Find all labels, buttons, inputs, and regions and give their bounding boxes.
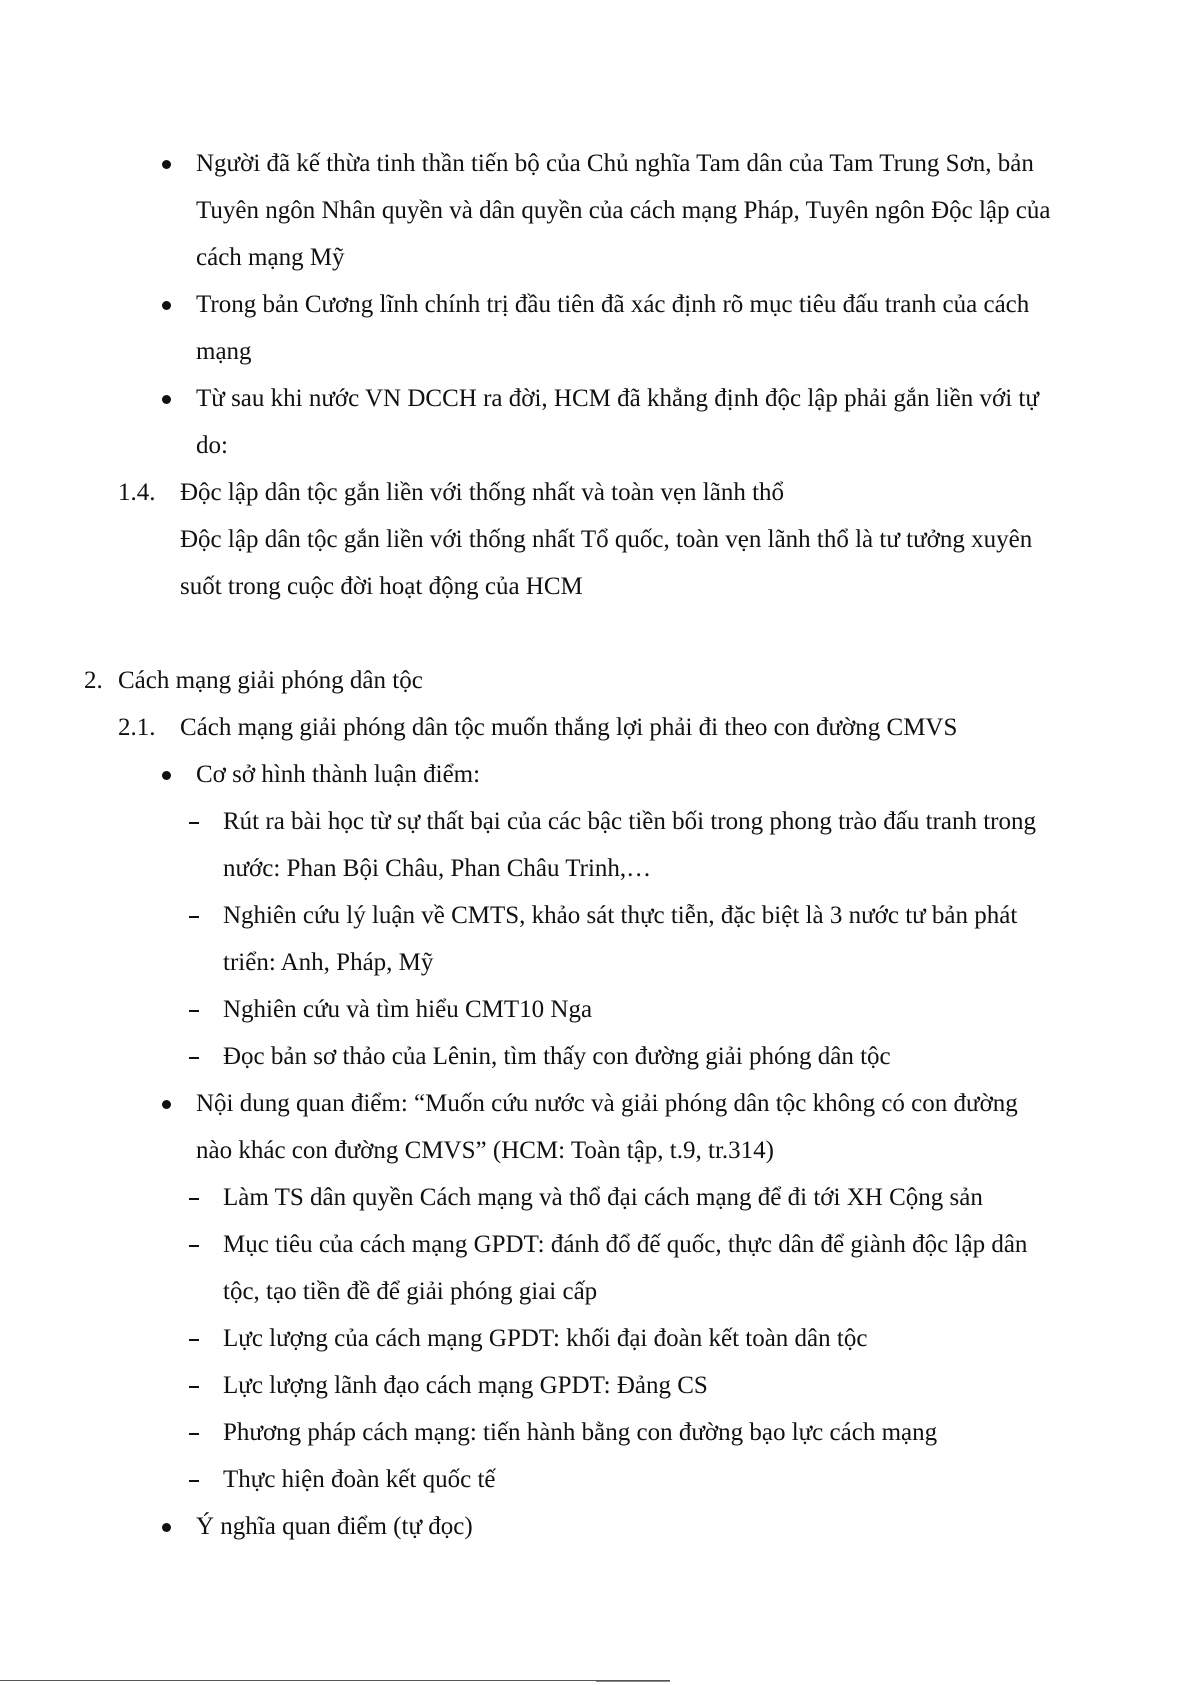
dash-marker bbox=[189, 1433, 199, 1435]
dash-item-line: nước: Phan Bội Châu, Phan Châu Trinh,… bbox=[223, 855, 652, 882]
dash-item-line: triển: Anh, Pháp, Mỹ bbox=[223, 949, 434, 976]
bullet-text-line: Nội dung quan điểm: “Muốn cứu nước và giải phóng dân tộc không có con đường bbox=[196, 1090, 1018, 1117]
dash-marker bbox=[189, 1057, 199, 1059]
footer-rule-segment bbox=[596, 1681, 670, 1682]
bullet-dot bbox=[162, 1523, 171, 1532]
bullet-text-line: Cơ sở hình thành luận điểm: bbox=[196, 761, 481, 788]
bullet-dot bbox=[162, 771, 171, 780]
bullet-text-line: Từ sau khi nước VN DCCH ra đời, HCM đã khẳng định độc lập phải gắn liền với tự bbox=[196, 385, 1039, 412]
section-number: 2. bbox=[84, 667, 103, 694]
bullet-dot bbox=[162, 1100, 171, 1109]
dash-item-line: tộc, tạo tiền đề để giải phóng giai cấp bbox=[223, 1278, 598, 1305]
dash-marker bbox=[189, 822, 199, 824]
dash-marker bbox=[189, 1010, 199, 1012]
bullet-text-line: Ý nghĩa quan điểm (tự đọc) bbox=[196, 1513, 473, 1540]
dash-item-line: Nghiên cứu lý luận về CMTS, khảo sát thực tiễn, đặc biệt là 3 nước tư bản phát bbox=[223, 902, 1018, 929]
dash-marker bbox=[189, 1480, 199, 1482]
section-number: 2.1. bbox=[118, 714, 156, 741]
bullet-text-line: nào khác con đường CMVS” (HCM: Toàn tập, t.9, tr.314) bbox=[196, 1137, 774, 1164]
dash-item-line: Làm TS dân quyền Cách mạng và thổ đại cách mạng để đi tới XH Cộng sản bbox=[223, 1184, 983, 1211]
section-heading: Độc lập dân tộc gắn liền với thống nhất và toàn vẹn lãnh thổ bbox=[180, 479, 785, 506]
section-heading: Cách mạng giải phóng dân tộc muốn thắng lợi phải đi theo con đường CMVS bbox=[180, 714, 958, 741]
dash-item-line: Phương pháp cách mạng: tiến hành bằng con đường bạo lực cách mạng bbox=[223, 1419, 938, 1446]
bullet-dot bbox=[162, 395, 171, 404]
dash-item-line: Lực lượng lãnh đạo cách mạng GPDT: Đảng CS bbox=[223, 1372, 708, 1399]
dash-marker bbox=[189, 1386, 199, 1388]
section-body-line: suốt trong cuộc đời hoạt động của HCM bbox=[180, 573, 583, 600]
dash-marker bbox=[189, 1198, 199, 1200]
bullet-text-line: mạng bbox=[196, 338, 252, 365]
section-number: 1.4. bbox=[118, 479, 156, 506]
dash-marker bbox=[189, 1245, 199, 1247]
section-body-line: Độc lập dân tộc gắn liền với thống nhất Tổ quốc, toàn vẹn lãnh thổ là tư tưởng xuyên bbox=[180, 526, 1033, 553]
dash-marker bbox=[189, 1339, 199, 1341]
footer-rule bbox=[0, 1680, 670, 1681]
dash-item-line: Đọc bản sơ thảo của Lênin, tìm thấy con đường giải phóng dân tộc bbox=[223, 1043, 891, 1070]
bullet-text-line: do: bbox=[196, 432, 228, 459]
section-heading: Cách mạng giải phóng dân tộc bbox=[118, 667, 423, 694]
bullet-text-line: cách mạng Mỹ bbox=[196, 244, 345, 271]
dash-item-line: Mục tiêu của cách mạng GPDT: đánh đổ đế quốc, thực dân để giành độc lập dân bbox=[223, 1231, 1028, 1258]
bullet-dot bbox=[162, 301, 171, 310]
bullet-dot bbox=[162, 160, 171, 169]
dash-marker bbox=[189, 916, 199, 918]
dash-item-line: Nghiên cứu và tìm hiểu CMT10 Nga bbox=[223, 996, 593, 1023]
bullet-text-line: Tuyên ngôn Nhân quyền và dân quyền của cách mạng Pháp, Tuyên ngôn Độc lập của bbox=[196, 197, 1051, 224]
bullet-text-line: Trong bản Cương lĩnh chính trị đầu tiên đã xác định rõ mục tiêu đấu tranh của cách bbox=[196, 291, 1030, 318]
dash-item-line: Thực hiện đoàn kết quốc tế bbox=[223, 1466, 496, 1493]
bullet-text-line: Người đã kế thừa tinh thần tiến bộ của Chủ nghĩa Tam dân của Tam Trung Sơn, bản bbox=[196, 150, 1034, 177]
dash-item-line: Lực lượng của cách mạng GPDT: khối đại đoàn kết toàn dân tộc bbox=[223, 1325, 868, 1352]
dash-item-line: Rút ra bài học từ sự thất bại của các bậc tiền bối trong phong trào đấu tranh trong bbox=[223, 808, 1036, 835]
